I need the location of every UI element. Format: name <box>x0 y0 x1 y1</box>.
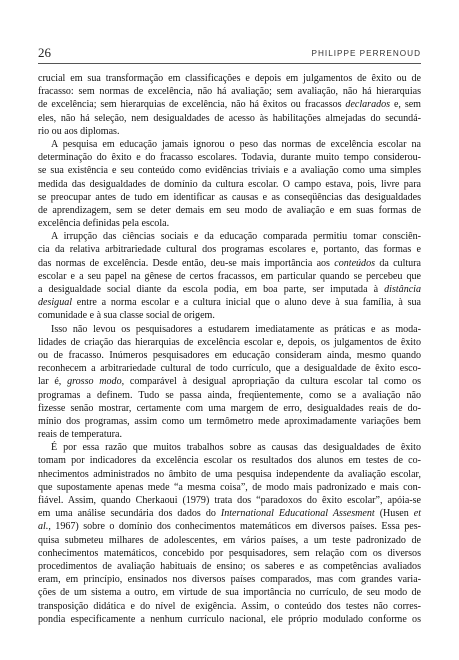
italic-text: International Educational Assesment <box>220 508 375 520</box>
italic-text: distância <box>384 284 421 295</box>
text-run: mínio dos programas, assim como um termômetro mede aproximadamente variações bem <box>38 415 421 427</box>
text-run: cia da relativa arbitrariedade cultural dos programas escolares e, portanto, das formas e <box>38 244 421 256</box>
text-run: fracasso: sem normas de excelência, não há avaliação; sem avaliação, não há hierarquias <box>38 86 421 98</box>
text-run: entre a norma escolar e a cultura inicial que o aluno deve à sua família, à sua <box>72 297 421 309</box>
paragraph <box>38 138 421 230</box>
text-run: crucial em sua transformação em classificações e depois em julgamentos de êxito ou de <box>38 73 421 84</box>
text-run: e, sem <box>390 99 421 111</box>
paragraph <box>38 323 421 442</box>
text-line <box>38 494 421 507</box>
text-line <box>38 586 421 599</box>
page-number: 26 <box>38 45 51 60</box>
text-line <box>38 270 421 283</box>
text-run: fiável. Assim, quando Cherkaoui (1979) trata dos “paradoxos do êxito escolar”, apóia-se <box>38 495 421 506</box>
text-line <box>38 468 421 481</box>
text-line <box>38 507 421 520</box>
body-text <box>38 72 421 626</box>
italic-text: al. <box>38 521 49 533</box>
text-run: das normas de excelência. Desde então, deu-se mais importância aos <box>38 257 335 269</box>
text-line <box>38 230 421 243</box>
text-line <box>38 454 421 467</box>
italic-text: et <box>413 508 421 520</box>
text-line <box>38 296 421 309</box>
text-line <box>38 560 421 573</box>
text-line <box>38 98 421 111</box>
text-line <box>38 481 421 494</box>
text-line <box>38 191 421 204</box>
text-line <box>38 389 421 402</box>
text-run: quisa submeteu milhares de adolescentes, em vários países, a um teste padronizado de <box>38 534 421 546</box>
text-line <box>38 336 421 349</box>
text-run: procedimentos de avaliação habituais de ensino; os saberes e as competências avaliados <box>38 560 421 572</box>
text-run: de excelência; sem hierarquias de excelência, não há êxitos ou fracassos <box>38 99 346 111</box>
text-line <box>38 164 421 177</box>
text-line <box>38 520 421 533</box>
text-run: excelência definidas pela escola. <box>38 218 170 230</box>
text-run: eles, não há seleção, nem desigualdades de acesso às habilitações almejadas do secundá- <box>38 112 421 124</box>
text-line <box>38 441 421 454</box>
italic-text: desigual <box>38 297 73 309</box>
text-run: conhecimentos matemáticos, concebido por pesquisadores, sem relação com os diversos <box>38 547 421 559</box>
text-run: lar é, <box>38 376 68 388</box>
text-line <box>38 375 421 388</box>
text-run: se sua existência e seu conteúdo como evidências triviais e a avaliação como uma simples <box>38 165 421 177</box>
text-run: programas a definem. Tudo se passa ainda, freqüentemente, como se a avaliação não <box>38 389 421 401</box>
running-head-author: PHILIPPE PERRENOUD <box>311 49 421 58</box>
text-line <box>38 125 421 138</box>
paragraph <box>38 230 421 322</box>
text-run: nhecimentos administrados no âmbito de uma pesquisa independente da avaliação escolar, <box>38 468 421 480</box>
italic-text: declarados <box>345 99 391 111</box>
text-run: fizesse senão mostrar, certamente com uma margem de erro, desigualdades reais de do- <box>38 402 421 414</box>
text-run: eram, em princípio, ensinados nos diversos países comparados, mas com grandes varia- <box>38 574 421 586</box>
text-run: lidades de criação das hierarquias de excelência escolar e, depois, os julgamentos de êxito <box>38 336 421 348</box>
text-run: de aprendizagem, sem se deter demais em seu modo de avaliação e em suas formas de <box>38 204 421 216</box>
text-line <box>38 178 421 191</box>
text-line <box>38 72 421 85</box>
text-line <box>38 138 421 151</box>
text-run: transposição didática e do nível de exigência. Assim, o conteúdo dos testes não corres- <box>38 600 421 612</box>
text-line <box>38 415 421 428</box>
text-line <box>38 283 421 296</box>
text-line <box>38 573 421 586</box>
text-line <box>38 309 421 322</box>
text-run: medida das desigualdades de domínio da cultura escolar. O campo estava, pois, livre para <box>38 178 421 190</box>
text-line <box>38 85 421 98</box>
text-line <box>38 613 421 626</box>
text-run: a desigualdade social diante da escola podia, em boa parte, ser imputada à <box>38 284 385 295</box>
text-run: rio ou aos diplomas. <box>38 125 120 137</box>
text-line <box>38 534 421 547</box>
text-line <box>38 362 421 375</box>
text-run: A irrupção das ciências sociais e da educação comparada permitiu tomar consciên- <box>51 231 421 243</box>
text-run: , 1967) sobre o domínio dos conhecimentos matemáticos em diversos países. Essa pes- <box>48 521 421 533</box>
text-line <box>38 323 421 336</box>
text-line <box>38 402 421 415</box>
text-run: reais de temperatura. <box>38 429 122 441</box>
text-run: Isso não levou os pesquisadores a estudarem imediatamente as práticas e as moda- <box>51 323 421 335</box>
text-run: escolar e a seu papel na gênese de certos fracassos, em particular quando se percebeu que <box>38 270 421 282</box>
text-line <box>38 547 421 560</box>
italic-text: grosso modo <box>67 376 122 388</box>
paragraph <box>38 441 421 626</box>
text-line <box>38 204 421 217</box>
text-run: comunidade e à sua classe social de origem. <box>38 310 215 322</box>
text-run: da cultura <box>375 257 421 269</box>
paragraph <box>38 72 421 138</box>
text-line <box>38 349 421 362</box>
text-run: que supostamente apenas mede “a mesma coisa”, de modo mais padronizado e mais con- <box>38 481 421 493</box>
header-rule <box>38 63 421 64</box>
text-run: , comparável à desigual apropriação da cultura escolar tal como os <box>121 376 422 388</box>
text-run: ou de fracasso. Inúmeros pesquisadores em educação consideram ainda, mesmo quando <box>38 349 421 361</box>
text-run: em uma análise secundária dos dados do <box>38 508 221 520</box>
text-run: reconhecem a arbitrariedade cultural de todo currículo, que a desigualdade de êxito esco- <box>38 363 421 375</box>
text-run: determinação do êxito e do fracasso escolares. Todavia, durante muito tempo considerou- <box>38 152 421 164</box>
text-run: A pesquisa em educação jamais ignorou o peso das normas de excelência escolar na <box>51 138 421 150</box>
text-line <box>38 112 421 125</box>
text-run: tomam por indicadores da excelência escolar os resultados dos alunos em testes de co- <box>38 455 421 467</box>
text-run: pondia especificamente a nenhum currículo nacional, ele próprio modulado conforme os <box>38 613 421 625</box>
text-line <box>38 217 421 230</box>
text-line <box>38 151 421 164</box>
text-run: ções de um sistema a outro, em virtude de sua importância no currículo, de seu modo de <box>38 587 421 599</box>
text-run: É por essa razão que muitos trabalhos sobre as causas das desigualdades de êxito <box>51 442 421 454</box>
text-line <box>38 243 421 256</box>
text-line <box>38 600 421 613</box>
text-run: (Husen <box>374 508 414 520</box>
italic-text: conteúdos <box>334 257 376 269</box>
text-run: se preocupar antes de tudo em identificar as causas e as conseqüências das desigualdades <box>38 191 421 203</box>
text-line <box>38 428 421 441</box>
text-line <box>38 257 421 270</box>
